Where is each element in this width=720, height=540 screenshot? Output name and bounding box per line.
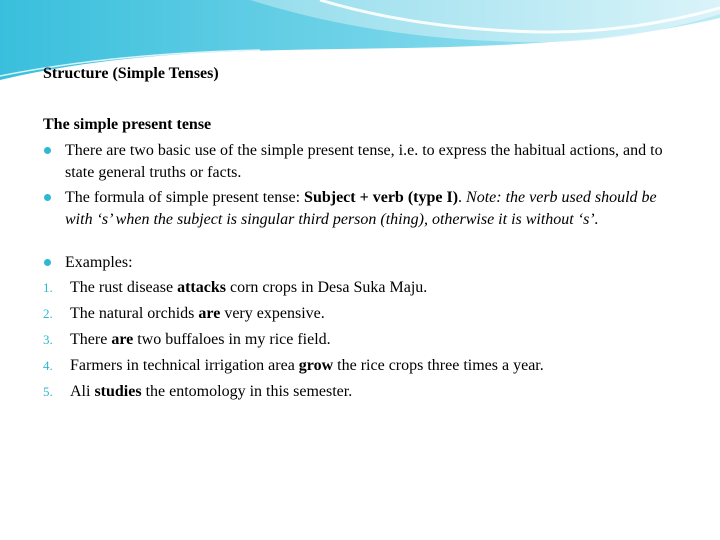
slide-subtitle: The simple present tense xyxy=(43,116,212,133)
example-text: the rice crops three times a year. xyxy=(333,357,544,374)
example-number: 1. xyxy=(43,280,53,295)
note-italic: Note: the verb used should be with ‘s’ when the subject is singular third person (thing), otherwise it is without ‘s’. xyxy=(65,189,657,228)
example-item xyxy=(43,329,683,351)
example-item xyxy=(43,355,683,377)
example-number: 3. xyxy=(43,332,53,347)
bullet-dot-icon xyxy=(44,147,51,154)
example-verb: attacks xyxy=(177,279,226,296)
example-item xyxy=(43,303,683,325)
example-item xyxy=(43,381,683,403)
example-text: Farmers in technical irrigation area xyxy=(70,357,299,374)
example-verb: are xyxy=(111,331,134,348)
bullet-item xyxy=(43,252,683,274)
example-number: 2. xyxy=(43,306,53,321)
formula-bold: Subject + verb (type I) xyxy=(304,189,459,206)
example-number: 4. xyxy=(43,358,53,373)
example-text: The rust disease xyxy=(70,279,178,296)
bullet-item xyxy=(43,140,683,184)
slide-title: Structure (Simple Tenses) xyxy=(43,65,219,82)
example-verb: are xyxy=(198,305,221,322)
example-verb: grow xyxy=(298,357,334,374)
bullet-item xyxy=(43,187,683,231)
bullet-text: . xyxy=(458,189,467,206)
example-text: The natural orchids xyxy=(70,305,199,322)
bullet-dot-icon xyxy=(44,259,51,266)
bullet-dot-icon xyxy=(44,194,51,201)
example-text: There xyxy=(70,331,112,348)
example-text: corn crops in Desa Suka Maju. xyxy=(225,279,428,296)
slide-content xyxy=(43,64,683,407)
example-item xyxy=(43,277,683,299)
example-text: very expensive. xyxy=(220,305,325,322)
example-text: two buffaloes in my rice field. xyxy=(133,331,331,348)
bullet-text: Examples: xyxy=(65,254,133,271)
bullet-text: There are two basic use of the simple present tense, i.e. to express the habitual actions, and to state general truths or facts. xyxy=(65,142,663,181)
example-text: the entomology in this semester. xyxy=(141,383,353,400)
example-number: 5. xyxy=(43,384,53,399)
examples-list xyxy=(43,277,683,403)
bullet-text: The formula of simple present tense: xyxy=(65,189,305,206)
example-text: Ali xyxy=(70,383,95,400)
bullet-list xyxy=(43,140,683,274)
example-verb: studies xyxy=(94,383,142,400)
